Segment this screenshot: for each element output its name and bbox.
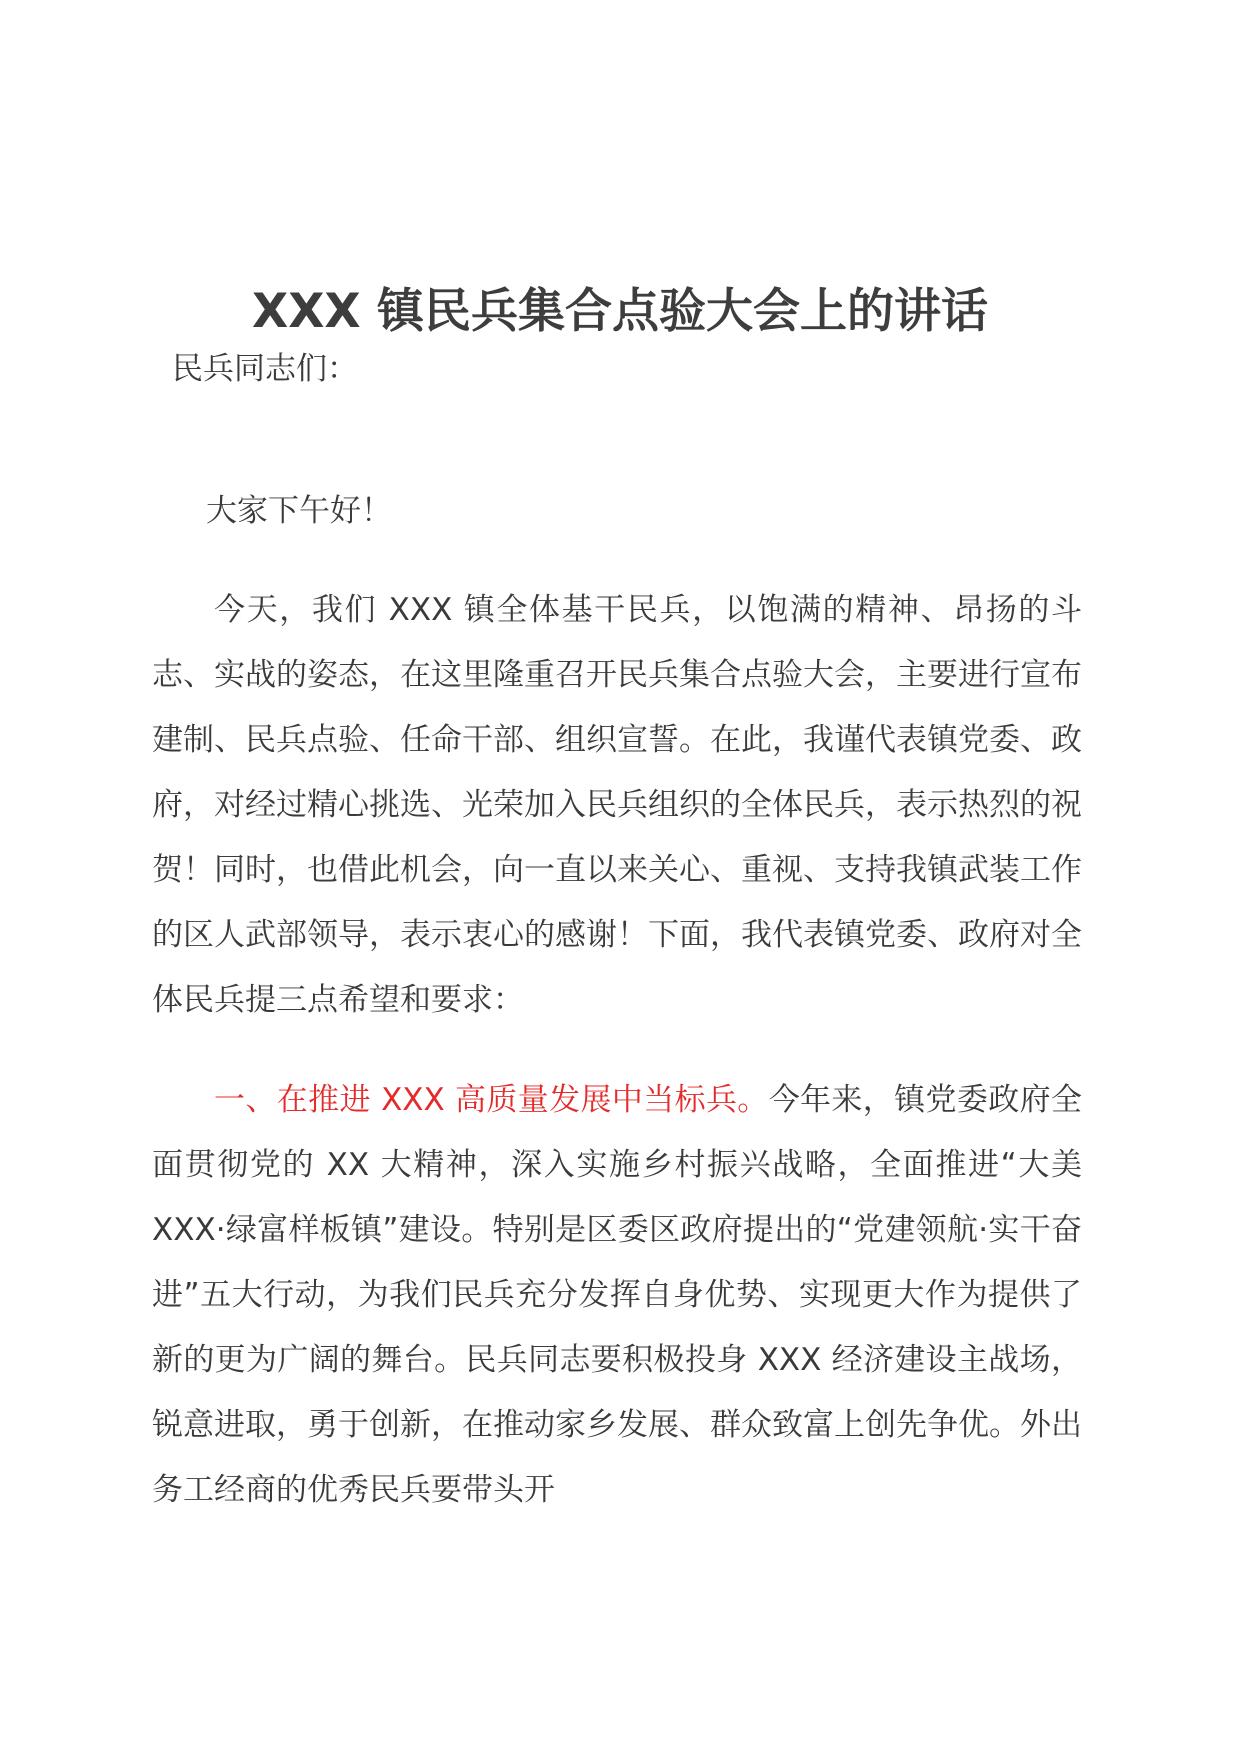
document-title: XXX 镇民兵集合点验大会上的讲话: [251, 284, 989, 339]
section-1-body: 今年来，镇党委政府全面贯彻党的 XX 大精神，深入实施乡村振兴战略，全面推进“大美 XXX·绿富样板镇”建设。特别是区委区政府提出的“党建领航·实干奋进”五大行动，为我们民兵充分发挥自身优势、实现更大作为提供了新的更为广阔的舞台。民兵同志要积极投身 XXX 经济建设主战场，锐意进取，勇于创新，在推动家乡发展、群众致富上创先争优。外出务工经商的优秀民兵要带头开: [152, 1082, 1083, 1508]
salutation: 民兵同志们：: [172, 351, 358, 387]
paragraph-section-1: [152, 1068, 1082, 1523]
section-1-heading: 一、在推进 XXX 高质量发展中当标兵。: [214, 1082, 769, 1118]
paragraph-opening: 今天，我们 XXX 镇全体基干民兵，以饱满的精神、昂扬的斗志、实战的姿态，在这里隆重召开民兵集合点验大会，主要进行宣布建制、民兵点验、任命干部、组织宣誓。在此，我谨代表镇党委、政府，对经过精心挑选、光荣加入民兵组织的全体民兵，表示热烈的祝贺！同时，也借此机会，向一直以来关心、重视、支持我镇武装工作的区人武部领导，表示衷心的感谢！下面，我代表镇党委、政府对全体民兵提三点希望和要求：: [152, 592, 1082, 1018]
greeting: 大家下午好！: [206, 493, 392, 529]
